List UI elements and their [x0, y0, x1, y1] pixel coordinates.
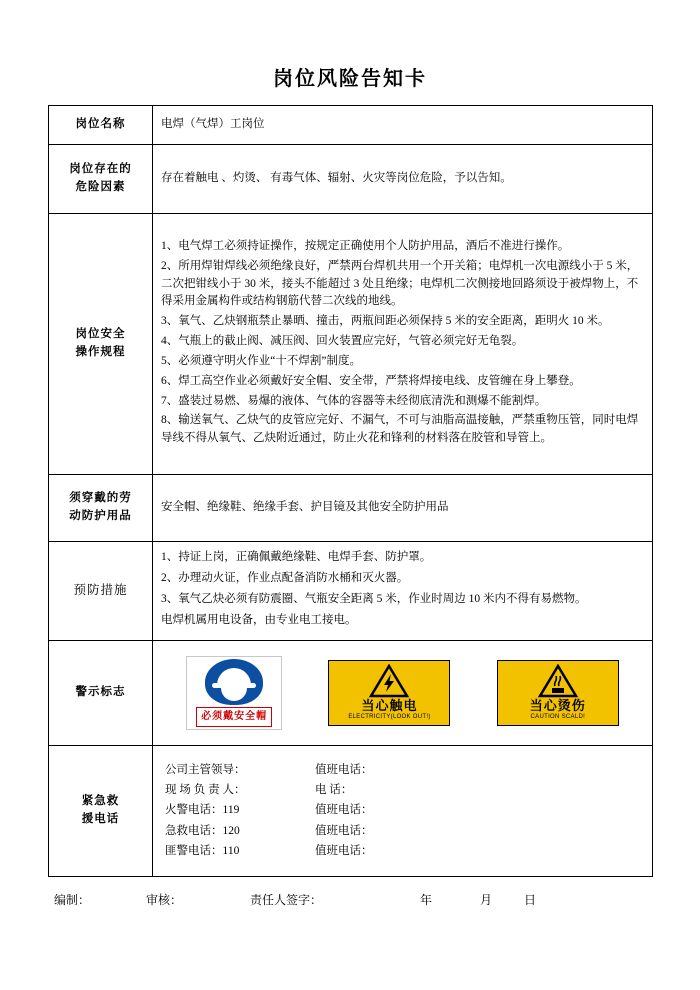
safety-rule-item: 5、必须遵守明火作业“十不焊割”制度。 — [161, 354, 361, 367]
phone-entry-value: 电 话： — [315, 784, 353, 797]
page-title: 岗位风险告知卡 — [273, 68, 427, 90]
row-label-hazards-line2: 危险因素 — [75, 181, 126, 193]
row-label-ppe-line1: 须穿戴的劳 — [69, 492, 132, 505]
phone-entry-label: 公司主管领导： — [165, 763, 246, 776]
safety-rule-item: 1、电气焊工必须持证操作，按规定正确使用个人防护用品，酒后不准进行操作。 — [161, 240, 570, 253]
footer-day: 日 — [524, 893, 537, 907]
row-value-preventive-measures — [153, 542, 653, 641]
risk-notice-table — [48, 105, 653, 877]
footer-signature: 责任人签字： — [250, 893, 323, 907]
footer-compile: 编制： — [54, 893, 91, 907]
helmet-pictogram-icon — [205, 659, 263, 705]
phone-entry-value: 值班电话： — [315, 824, 373, 837]
preventive-measure-item: 电焊机属用电设备，由专业电工接电。 — [161, 613, 357, 626]
row-value-warning-signs — [153, 641, 653, 746]
safety-rule-item: 6、焊工高空作业必须戴好安全帽、安全带，严禁将焊接电线、皮管缠在身上攀登。 — [161, 374, 581, 387]
row-value-emergency-phones — [153, 746, 653, 877]
warning-triangle-scald-icon — [538, 664, 578, 698]
table-row-ppe — [49, 475, 653, 542]
footer-month: 月 — [480, 893, 493, 907]
preventive-measure-item: 2、办理动火证，作业点配备消防水桶和灭火器。 — [161, 572, 409, 585]
electric-shock-warning-sublabel: ELECTRICITY(LOOK OUT!) — [348, 714, 431, 721]
emergency-phone-grid — [161, 760, 644, 862]
row-label-warning-signs: 警示标志 — [49, 641, 153, 746]
table-row-position-name — [49, 106, 653, 145]
phone-entry-label: 急救电话：120 — [165, 824, 240, 837]
row-label-safety-rules — [49, 214, 153, 475]
warning-triangle-electric-icon — [369, 664, 409, 698]
footer-year: 年 — [420, 893, 433, 907]
phone-entry-label: 匪警电话：110 — [165, 844, 240, 857]
safety-rule-item: 7、盛装过易燃、易爆的液体、气体的容器等未经彻底清洗和测爆不能割焊。 — [161, 394, 547, 407]
scald-warning-icon — [497, 660, 619, 726]
electric-shock-warning-label: 当心触电 — [361, 698, 418, 713]
safety-rule-item: 8、输送氧气、乙炔气的皮管应完好、不漏气，不可与油脂高温接触，严禁重物压管，同时电焊导线不得从氧气、乙炔附近通过，防止火花和锋利的材料落在胶管和导管上。 — [161, 414, 639, 445]
preventive-measure-item: 1、持证上岗，正确佩戴绝缘鞋、电焊手套、防护罩。 — [161, 551, 432, 564]
table-row-hazards — [49, 145, 653, 214]
footer-review: 审核： — [146, 893, 183, 907]
row-label-emergency-phones — [49, 746, 153, 877]
row-label-ppe-line2: 动防护用品 — [69, 510, 132, 522]
warning-signs-group — [161, 652, 644, 734]
row-label-safety-rules-line1: 岗位安全 — [75, 328, 126, 341]
preventive-measure-item: 3、氧气乙炔必须有防震圈、气瓶安全距离 5 米，作业时周边 10 米内不得有易燃物。 — [161, 593, 587, 605]
row-label-position-name: 岗位名称 — [49, 106, 153, 145]
phone-entry-value: 值班电话： — [315, 763, 373, 776]
row-label-safety-rules-line2: 操作规程 — [75, 346, 126, 358]
safety-rule-item: 4、气瓶上的截止阀、减压阀、回火装置应完好，气管必须完好无龟裂。 — [161, 335, 524, 348]
scald-warning-label: 当心烫伤 — [529, 698, 586, 713]
row-label-emergency-phones-line2: 援电话 — [81, 813, 120, 825]
table-row-preventive-measures — [49, 542, 653, 641]
table-row-warning-signs — [49, 641, 653, 746]
electric-shock-warning-icon — [328, 660, 450, 726]
phone-entry-value: 值班电话： — [315, 844, 373, 857]
table-row-safety-rules — [49, 214, 653, 475]
row-label-hazards-line1: 岗位存在的 — [69, 163, 132, 176]
safety-rule-item: 3、氧气、乙炔钢瓶禁止暴晒、撞击，两瓶间距必须保持 5 米的安全距离，距明火 10 米。 — [161, 315, 610, 328]
phone-entry-label: 火警电话：119 — [165, 804, 240, 817]
safety-rule-item: 2、所用焊钳焊线必须绝缘良好，严禁两台焊机共用一个开关箱；电焊机一次电源线小于 5 米，二次把钳线小于 30 米，接头不能超过 3 处且绝缘；电焊机二次侧接地回路须设于被焊物上，不得采用金属构件或结构钢筋代替二次线的地线。 — [161, 259, 639, 308]
table-row-emergency-phones — [49, 746, 653, 877]
row-value-ppe: 安全帽、绝缘鞋、绝缘手套、护目镜及其他安全防护用品 — [153, 475, 653, 542]
phone-entry-value: 值班电话： — [315, 804, 373, 817]
row-value-position-name: 电焊（气焊）工岗位 — [153, 106, 653, 145]
row-value-safety-rules — [153, 214, 653, 475]
row-label-preventive-measures: 预防措施 — [49, 542, 153, 641]
row-label-ppe — [49, 475, 153, 542]
helmet-brim-shape — [212, 683, 256, 688]
row-label-hazards — [49, 145, 153, 214]
scald-warning-sublabel: CAUTION SCALD! — [530, 714, 586, 721]
must-wear-helmet-label: 必须戴安全帽 — [196, 707, 272, 727]
phone-entry-label: 现 场 负 责 人： — [165, 784, 246, 797]
row-value-hazards: 存在着触电 、灼烫、 有毒气体、辐射、火灾等岗位危险，予以告知。 — [153, 145, 653, 214]
document-footer — [48, 891, 652, 908]
row-label-emergency-phones-line1: 紧急救 — [81, 795, 120, 808]
must-wear-helmet-icon — [186, 656, 282, 730]
